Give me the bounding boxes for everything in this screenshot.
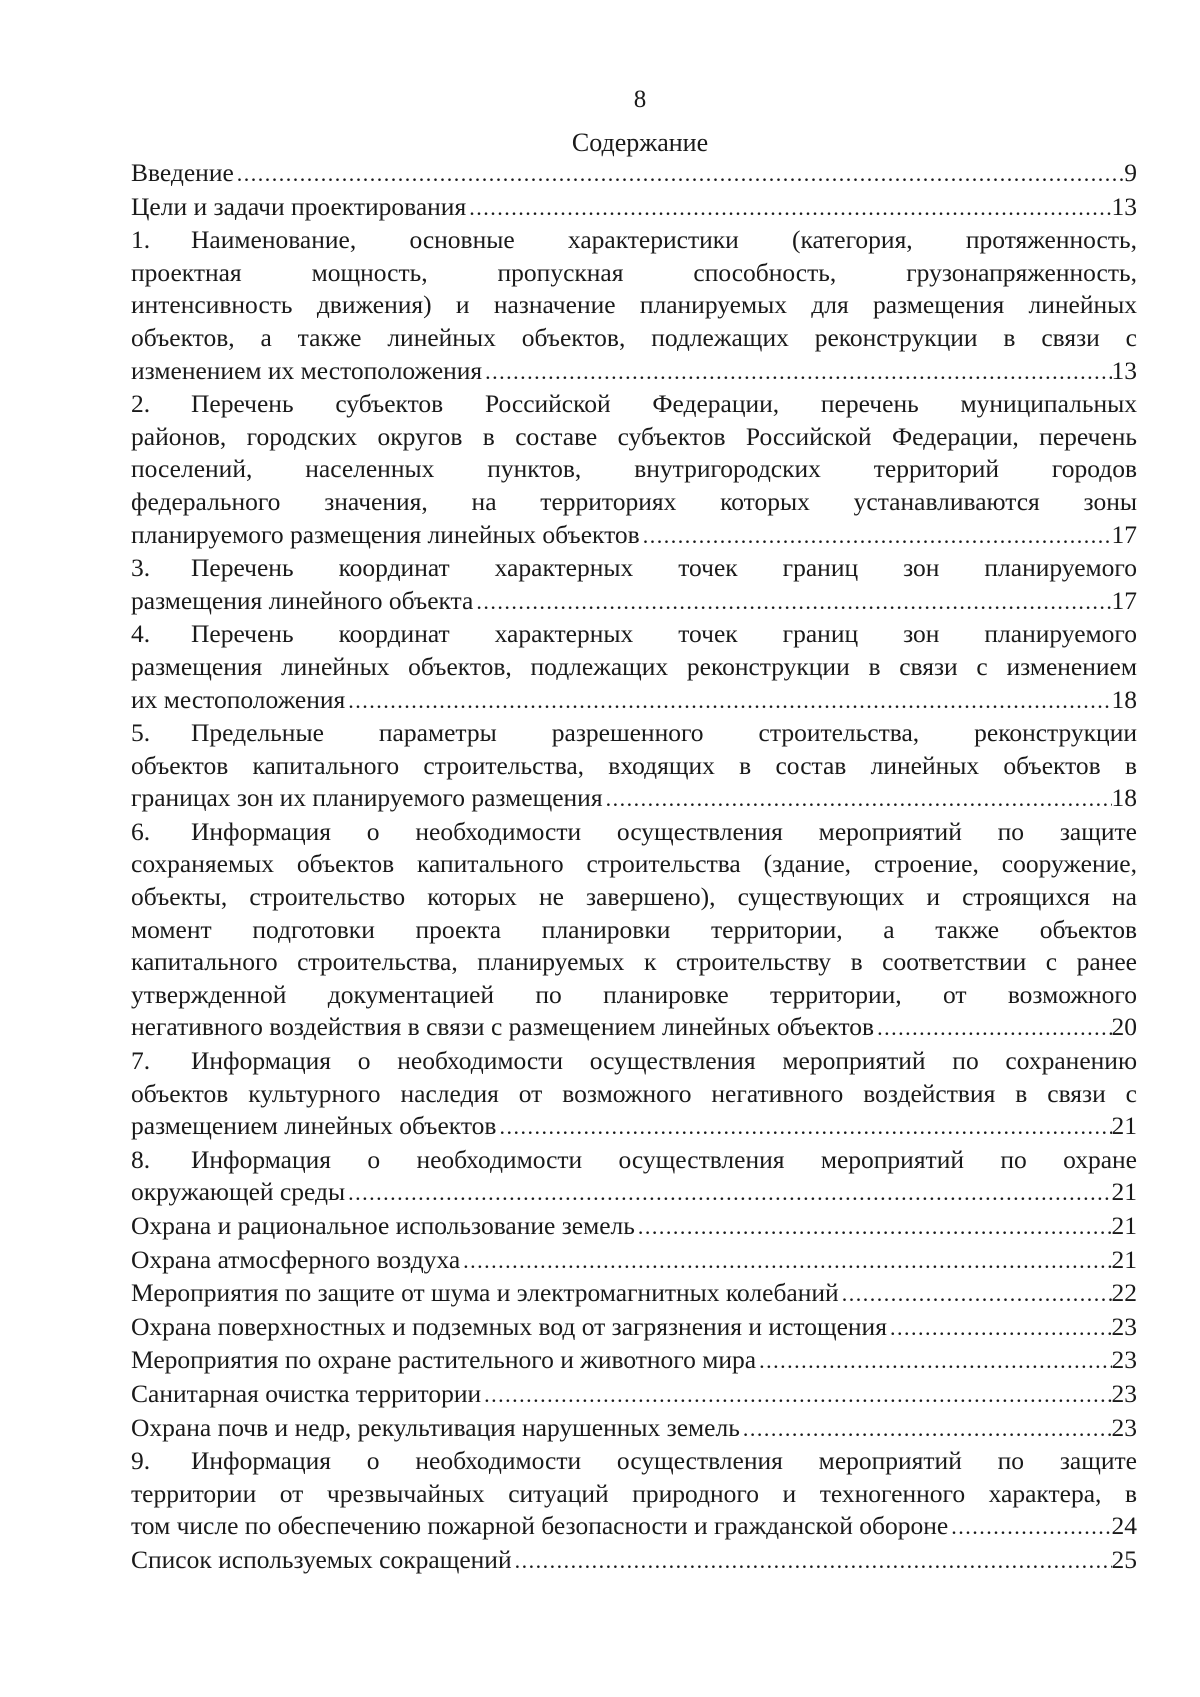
toc-entry <box>131 388 1137 552</box>
toc-entry-last-line <box>131 1344 1137 1378</box>
toc-entry-text: Наименование, основные характеристики (категория, протяженность, <box>191 225 1137 255</box>
dot-leader <box>345 1177 1111 1210</box>
toc-entry <box>131 1244 1137 1278</box>
dot-leader <box>887 1312 1112 1345</box>
toc-entry-text: объектов культурного наследия от возможного негативного воздействия в связи с <box>131 1078 1137 1108</box>
toc-entry-title: Санитарная очистка территории <box>131 1378 482 1408</box>
dot-leader <box>839 1278 1112 1311</box>
toc-entry-page: 23 <box>1111 1412 1137 1442</box>
toc-entry-title: Введение <box>131 158 234 187</box>
toc-entry-title: изменением их местоположения <box>131 355 483 385</box>
toc-entry-text: объекты, строительство которых не завершено), существующих и строящихся на <box>131 882 1137 912</box>
toc-entry-page: 23 <box>1111 1378 1137 1408</box>
toc-entry-title: размещения линейного объекта <box>131 585 474 615</box>
toc-entry-last-line <box>131 1311 1137 1345</box>
toc-entry-page: 21 <box>1111 1111 1137 1141</box>
toc-entry-page: 23 <box>1111 1311 1137 1341</box>
toc-entry-last-line <box>131 1412 1137 1446</box>
toc-entry-title: их местоположения <box>131 684 346 714</box>
toc-entry-number: 2. <box>131 389 151 419</box>
toc-entry-title: Охрана и рациональное использование земель <box>131 1211 635 1240</box>
toc-entry-text: Перечень координат характерных точек границ зон планируемого <box>191 619 1137 649</box>
toc-entry-line <box>131 224 1137 257</box>
toc-entry <box>131 224 1137 388</box>
toc-entry-title: Охрана атмосферного воздуха <box>131 1244 461 1274</box>
table-of-contents <box>131 157 1137 1578</box>
toc-entry-line <box>131 453 1137 486</box>
toc-entry-title: Мероприятия по защите от шума и электромагнитных колебаний <box>131 1278 839 1308</box>
toc-entry-last-line <box>131 1378 1137 1412</box>
dot-leader <box>473 586 1111 619</box>
toc-entry <box>131 1045 1137 1144</box>
dot-leader <box>482 356 1111 389</box>
toc-entry-text: федерального значения, на территориях которых устанавливаются зоны <box>131 486 1137 516</box>
toc-entry-title: окружающей среды <box>131 1177 346 1207</box>
toc-entry-line <box>131 816 1137 849</box>
dot-leader <box>756 1345 1111 1378</box>
toc-entry-text: объектов капитального строительства, входящих в состав линейных объектов в <box>131 750 1137 780</box>
toc-entry-line <box>131 618 1137 651</box>
toc-entry-line <box>131 848 1137 881</box>
toc-entry-text: сохраняемых объектов капитального строительства (здание, строение, сооружение, <box>131 849 1137 879</box>
toc-entry <box>131 1277 1137 1311</box>
toc-entry-title: размещением линейных объектов <box>131 1111 497 1141</box>
toc-entry-text: капитального строительства, планируемых к строительству в соответствии с ранее <box>131 947 1137 977</box>
toc-entry-page: 18 <box>1111 684 1137 714</box>
dot-leader <box>948 1511 1111 1544</box>
toc-entry <box>131 1144 1137 1210</box>
toc-entry-number: 7. <box>131 1046 151 1076</box>
toc-entry-number: 5. <box>131 718 151 748</box>
toc-entry-line <box>131 257 1137 290</box>
dot-leader <box>496 1111 1111 1144</box>
toc-entry-last-line <box>131 1244 1137 1278</box>
toc-entry-text: Предельные параметры разрешенного строительства, реконструкции <box>191 718 1137 748</box>
toc-entry-text: Перечень субъектов Российской Федерации, перечень муниципальных <box>191 389 1137 419</box>
toc-entry-page: 24 <box>1111 1511 1137 1541</box>
toc-entry <box>131 1544 1137 1578</box>
toc-entry <box>131 816 1137 1045</box>
toc-entry-title: границах зон их планируемого размещения <box>131 783 603 813</box>
dot-leader <box>345 685 1111 718</box>
toc-entry-last-line <box>131 519 1137 553</box>
toc-entry-page: 22 <box>1111 1278 1137 1308</box>
toc-entry <box>131 191 1137 225</box>
toc-entry-last-line <box>131 1544 1137 1578</box>
toc-entry-line <box>131 388 1137 421</box>
toc-entry-page: 25 <box>1111 1544 1137 1574</box>
toc-entry <box>131 157 1137 191</box>
dot-leader <box>460 1245 1111 1278</box>
page-number: 8 <box>633 86 647 113</box>
toc-entry-line <box>131 1445 1137 1478</box>
toc-entry-page: 21 <box>1111 1211 1137 1240</box>
dot-leader <box>481 1379 1111 1412</box>
toc-entry-page: 21 <box>1111 1244 1137 1274</box>
toc-entry <box>131 1445 1137 1544</box>
toc-entry-text: поселений, населенных пунктов, внутригородских территорий городов <box>131 454 1137 484</box>
dot-leader <box>234 158 1124 191</box>
dot-leader <box>640 520 1112 553</box>
toc-entry-last-line <box>131 782 1137 816</box>
toc-entry <box>131 717 1137 816</box>
toc-entry-text: Информация о необходимости осуществления мероприятий по охране <box>191 1144 1137 1174</box>
toc-entry-text: утвержденной документацией по планировке территории, от возможного <box>131 979 1137 1009</box>
toc-entry-number: 9. <box>131 1446 151 1476</box>
toc-entry-line <box>131 651 1137 684</box>
toc-entry <box>131 552 1137 618</box>
toc-entry-last-line <box>131 1210 1137 1244</box>
dot-leader <box>874 1012 1111 1045</box>
toc-entry-last-line <box>131 355 1137 389</box>
toc-entry-number: 3. <box>131 553 151 583</box>
dot-leader <box>603 783 1112 816</box>
toc-entry-line <box>131 881 1137 914</box>
toc-entry-page: 9 <box>1124 158 1137 187</box>
dot-leader <box>512 1545 1112 1578</box>
toc-entry <box>131 1412 1137 1446</box>
toc-entry-line <box>131 421 1137 454</box>
toc-entry-line <box>131 1078 1137 1111</box>
toc-entry-title: негативного воздействия в связи с размещением линейных объектов <box>131 1012 875 1042</box>
toc-entry-text: территории от чрезвычайных ситуаций природного и техногенного характера, в <box>131 1478 1137 1508</box>
toc-entry-text: проектная мощность, пропускная способность, грузонапряженность, <box>131 257 1137 287</box>
toc-entry-line <box>131 946 1137 979</box>
toc-entry-line <box>131 486 1137 519</box>
toc-entry-text: Информация о необходимости осуществления мероприятий по защите <box>191 816 1137 846</box>
toc-entry-page: 20 <box>1111 1012 1137 1042</box>
toc-entry-last-line <box>131 684 1137 718</box>
toc-entry-text: Информация о необходимости осуществления мероприятий по защите <box>191 1446 1137 1476</box>
toc-entry-text: момент подготовки проекта планировки территории, а также объектов <box>131 914 1137 944</box>
toc-entry-page: 17 <box>1111 519 1137 549</box>
toc-entry-line <box>131 552 1137 585</box>
toc-entry-page: 17 <box>1111 585 1137 615</box>
toc-entry-page: 13 <box>1111 355 1137 385</box>
toc-entry-line <box>131 914 1137 947</box>
toc-entry-line <box>131 1045 1137 1078</box>
toc-entry-last-line <box>131 157 1137 191</box>
toc-entry-number: 6. <box>131 816 151 846</box>
toc-entry-last-line <box>131 1510 1137 1544</box>
dot-leader <box>635 1211 1112 1244</box>
toc-entry-number: 1. <box>131 225 151 255</box>
toc-entry-text: объектов, а также линейных объектов, подлежащих реконструкции в связи с <box>131 322 1137 352</box>
toc-entry-number: 8. <box>131 1144 151 1174</box>
toc-entry-last-line <box>131 191 1137 225</box>
toc-entry-last-line <box>131 1110 1137 1144</box>
dot-leader <box>466 192 1111 225</box>
toc-entry-line <box>131 750 1137 783</box>
toc-entry-text: Перечень координат характерных точек границ зон планируемого <box>191 553 1137 583</box>
toc-entry-title: планируемого размещения линейных объектов <box>131 519 640 549</box>
toc-entry <box>131 1378 1137 1412</box>
toc-entry-line <box>131 1478 1137 1511</box>
toc-entry-text: Информация о необходимости осуществления мероприятий по сохранению <box>191 1046 1137 1076</box>
toc-entry-last-line <box>131 1277 1137 1311</box>
toc-entry-page: 23 <box>1111 1345 1137 1375</box>
toc-entry-text: размещения линейных объектов, подлежащих реконструкции в связи с изменением <box>131 651 1137 681</box>
toc-entry-text: интенсивность движения) и назначение планируемых для размещения линейных <box>131 290 1137 320</box>
toc-title: Содержание <box>571 128 709 157</box>
toc-entry-line <box>131 979 1137 1012</box>
toc-entry-last-line <box>131 1176 1137 1210</box>
toc-entry-page: 13 <box>1111 191 1137 221</box>
toc-entry-text: районов, городских округов в составе субъектов Российской Федерации, перечень <box>131 421 1137 451</box>
toc-entry-number: 4. <box>131 619 151 649</box>
toc-entry <box>131 618 1137 717</box>
toc-entry-page: 18 <box>1111 783 1137 813</box>
toc-entry-title: Мероприятия по охране растительного и животного мира <box>131 1345 757 1375</box>
toc-entry-last-line <box>131 1011 1137 1045</box>
toc-entry <box>131 1344 1137 1378</box>
toc-entry-title: Охрана поверхностных и подземных вод от загрязнения и истощения <box>131 1311 887 1341</box>
toc-entry-title: Цели и задачи проектирования <box>131 191 467 221</box>
toc-entry-title: Охрана почв и недр, рекультивация нарушенных земель <box>131 1412 740 1442</box>
toc-entry-last-line <box>131 585 1137 619</box>
toc-entry-line <box>131 289 1137 322</box>
toc-entry-line <box>131 717 1137 750</box>
dot-leader <box>740 1413 1112 1446</box>
toc-entry-line <box>131 1144 1137 1177</box>
toc-entry-title: Список используемых сокращений <box>131 1544 512 1574</box>
toc-entry <box>131 1210 1137 1244</box>
toc-entry-page: 21 <box>1111 1177 1137 1207</box>
toc-entry <box>131 1311 1137 1345</box>
toc-entry-line <box>131 322 1137 355</box>
toc-entry-title: том числе по обеспечению пожарной безопасности и гражданской обороне <box>131 1511 949 1541</box>
